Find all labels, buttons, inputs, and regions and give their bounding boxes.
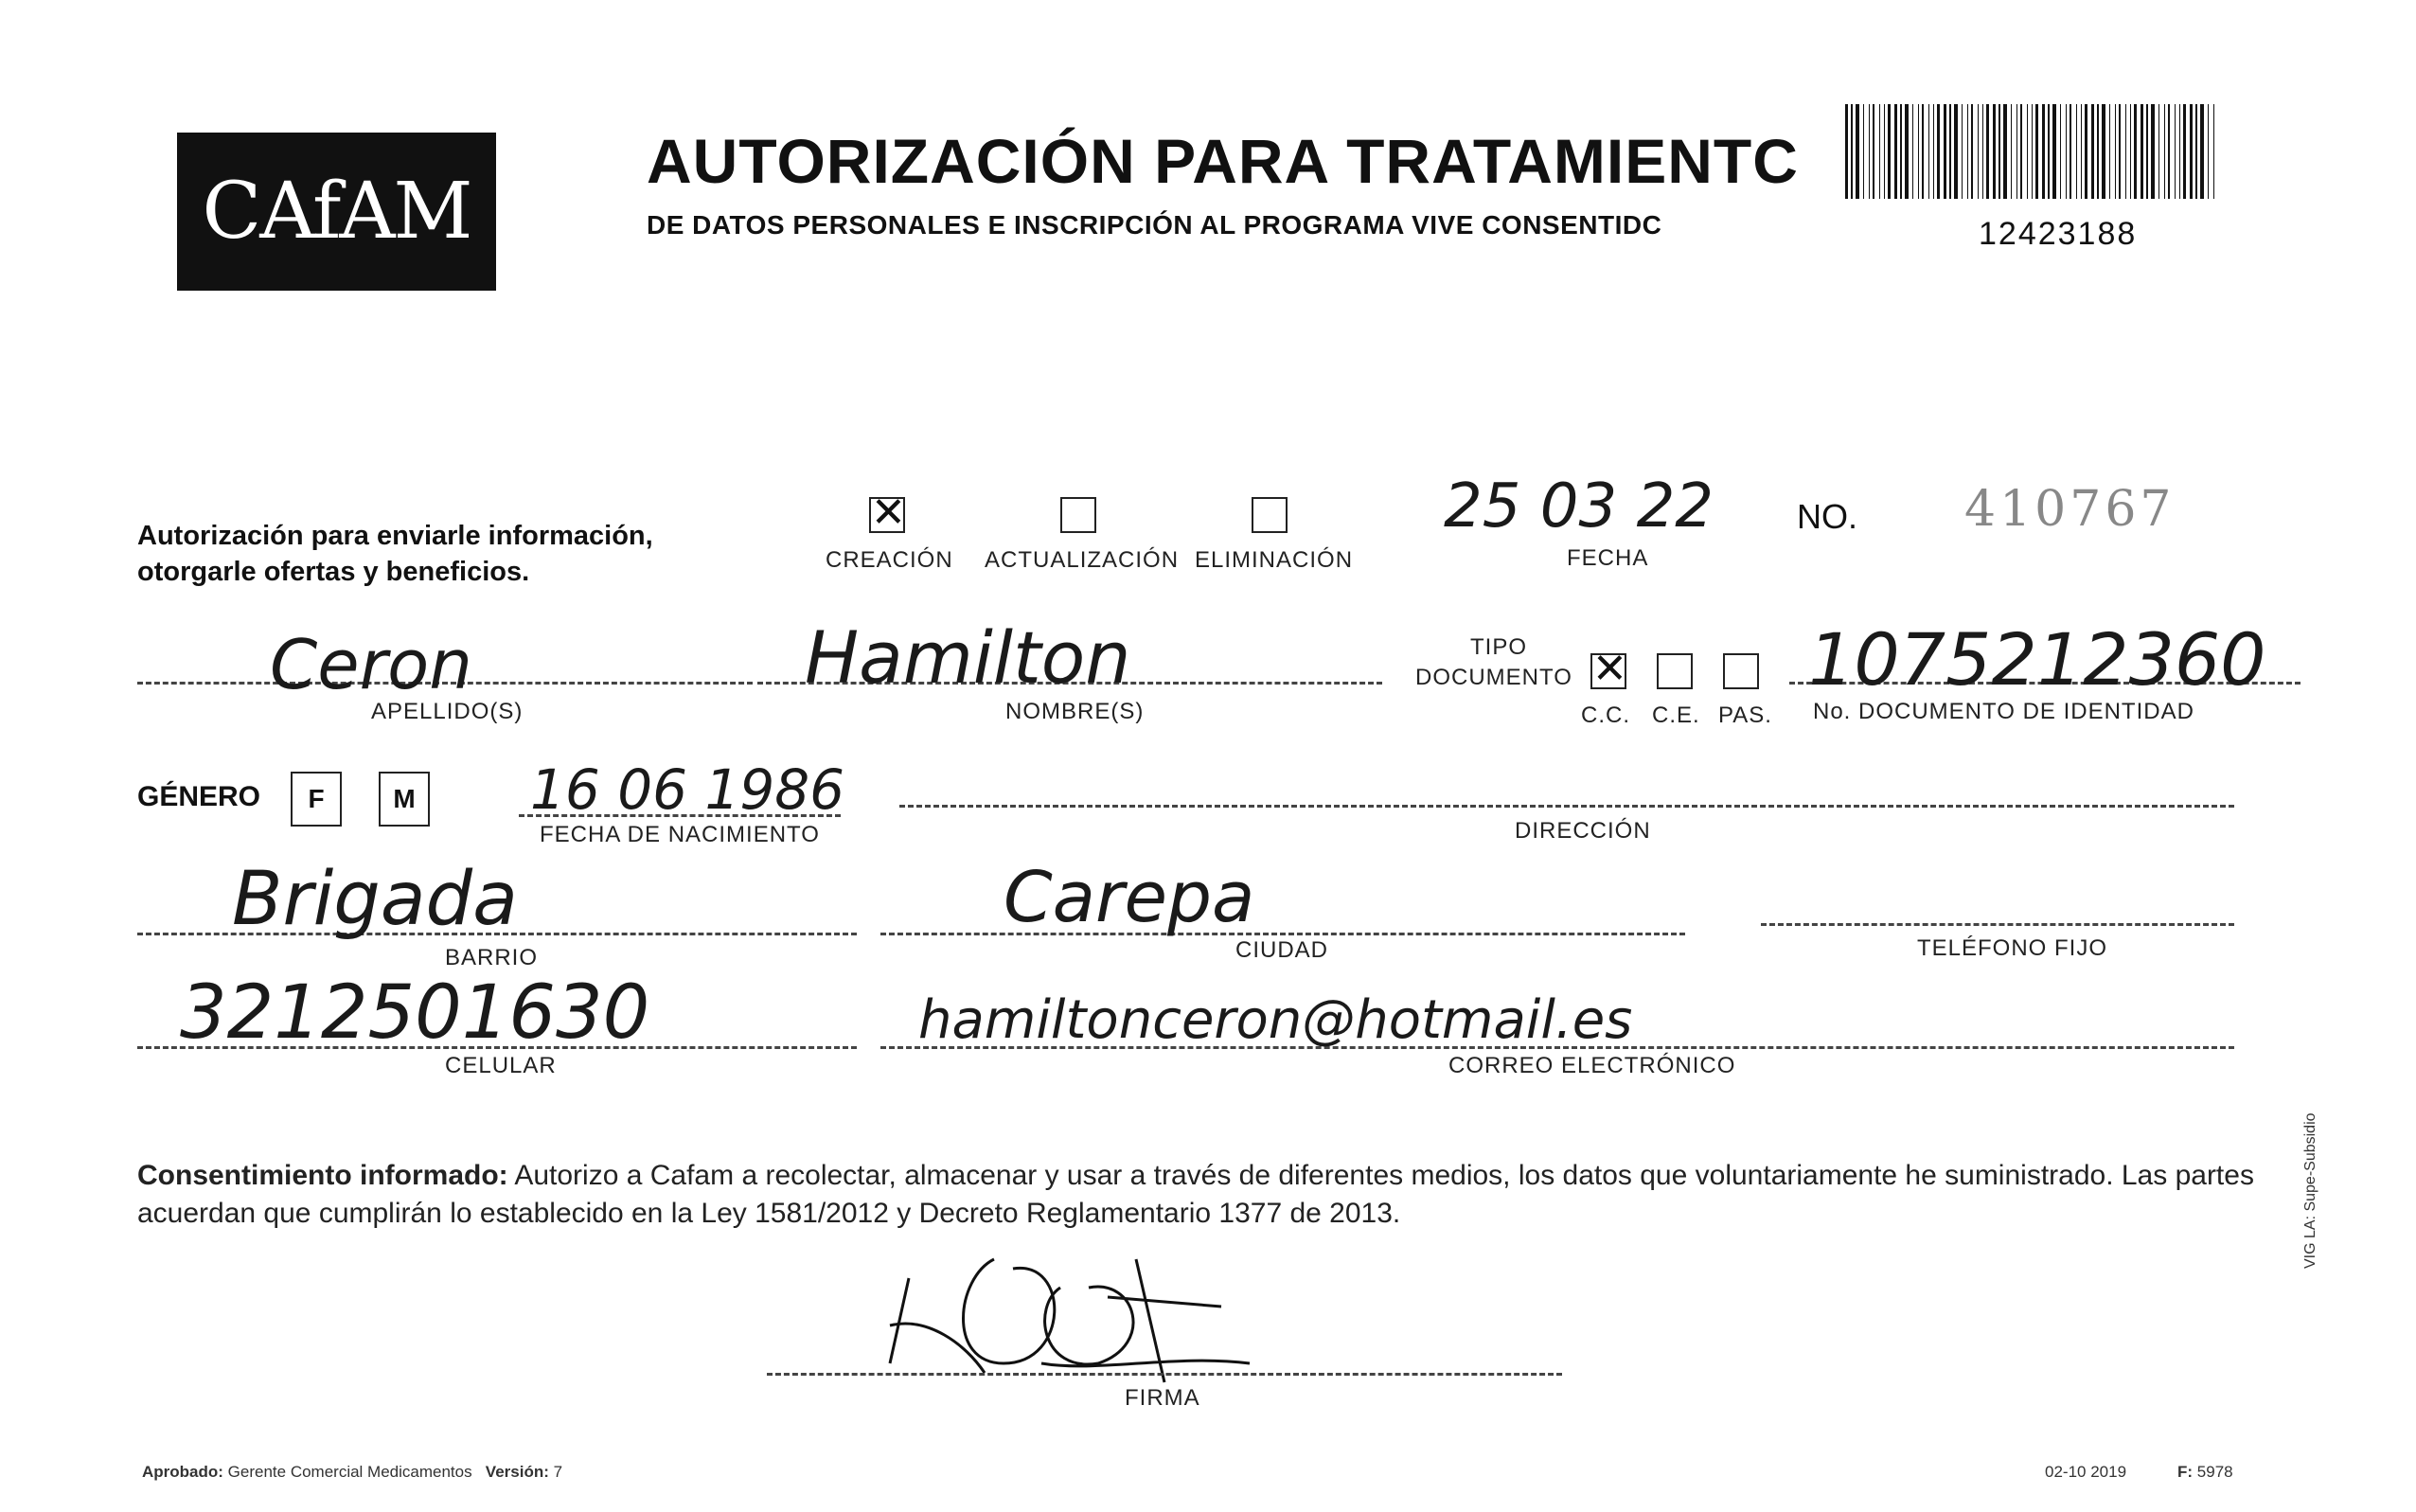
cc-check-mark: ✕ xyxy=(1592,645,1627,693)
barcode-icon xyxy=(1841,104,2220,199)
ciudad-line xyxy=(880,933,1685,935)
gender-m-box[interactable]: M xyxy=(379,772,430,827)
correo-label: CORREO ELECTRÓNICO xyxy=(1448,1053,1736,1078)
birth-date-line xyxy=(519,814,841,817)
version-label: Versión: xyxy=(485,1463,549,1481)
ce-label: C.E. xyxy=(1652,703,1700,728)
tipo-label: TIPO xyxy=(1470,634,1528,660)
authorization-label-line2: otorgarle ofertas y beneficios. xyxy=(137,557,530,587)
pas-label: PAS. xyxy=(1718,703,1772,728)
form-title: AUTORIZACIÓN PARA TRATAMIENTC xyxy=(647,126,1799,196)
firma-line[interactable] xyxy=(767,1373,1562,1376)
side-text: VIG LA: Supe-Subsidio xyxy=(2302,1112,2318,1269)
version-value: 7 xyxy=(553,1463,563,1481)
fecha-value[interactable]: 25 03 22 xyxy=(1444,471,1714,542)
actualizacion-checkbox[interactable] xyxy=(1060,497,1096,533)
aprobado-value: Gerente Comercial Medicamentos xyxy=(227,1463,472,1481)
consent-text: Autorizo a Cafam a recolectar, almacenar y usar a través de diferentes medios, los datos que voluntariamente he suministrado. Las partes acuerdan que cumplirán lo establecido en la Ley 1581/2012 y Decreto Reglamentario 1377 de 2013. xyxy=(137,1160,2254,1229)
authorization-label-line1: Autorización para enviarle información, xyxy=(137,521,653,551)
birth-date-value[interactable]: 16 06 1986 xyxy=(530,757,845,822)
creacion-label: CREACIÓN xyxy=(826,547,953,573)
barrio-value[interactable]: Brigada xyxy=(232,857,518,942)
doc-number-label: No. DOCUMENTO DE IDENTIDAD xyxy=(1813,699,2194,724)
ciudad-value[interactable]: Carepa xyxy=(1004,857,1255,938)
creacion-check-mark: ✕ xyxy=(871,489,906,537)
apellidos-value[interactable]: Ceron xyxy=(270,625,472,704)
barcode-number: 12423188 xyxy=(1979,216,2138,252)
ciudad-label: CIUDAD xyxy=(1235,937,1329,963)
no-value: 410767 xyxy=(1964,481,2176,538)
footer-approval xyxy=(142,1463,562,1482)
form-subtitle: DE DATOS PERSONALES E INSCRIPCIÓN AL PROGRAMA VIVE CONSENTIDC xyxy=(647,210,1662,240)
apellidos-label: APELLIDO(S) xyxy=(371,699,524,724)
firma-label: FIRMA xyxy=(1125,1385,1200,1411)
consent-heading: Consentimiento informado: xyxy=(137,1160,508,1191)
barrio-label: BARRIO xyxy=(445,945,539,970)
nombres-value[interactable]: Hamilton xyxy=(805,615,1131,700)
footer-date: 02-10 2019 xyxy=(2045,1463,2127,1481)
eliminacion-checkbox[interactable] xyxy=(1252,497,1288,533)
footer-form xyxy=(2177,1463,2233,1482)
fecha-label: FECHA xyxy=(1567,545,1649,571)
telefono-line[interactable] xyxy=(1761,923,2234,926)
aprobado-label: Aprobado: xyxy=(142,1463,223,1481)
telefono-label: TELÉFONO FIJO xyxy=(1917,935,2108,961)
celular-value[interactable]: 3212501630 xyxy=(180,970,650,1056)
genero-label: GÉNERO xyxy=(137,781,261,812)
eliminacion-label: ELIMINACIÓN xyxy=(1195,547,1354,573)
documento-label: DOCUMENTO xyxy=(1415,665,1572,690)
form-value: 5978 xyxy=(2196,1463,2233,1481)
actualizacion-label: ACTUALIZACIÓN xyxy=(985,547,1180,573)
pas-checkbox[interactable] xyxy=(1723,653,1759,689)
ce-checkbox[interactable] xyxy=(1657,653,1693,689)
doc-number-value[interactable]: 1075212360 xyxy=(1808,617,2266,702)
form-label: F: xyxy=(2177,1463,2194,1481)
nombres-label: NOMBRE(S) xyxy=(1005,699,1145,724)
logo-text: CAfAM xyxy=(202,167,471,257)
birth-date-label: FECHA DE NACIMIENTO xyxy=(540,822,820,847)
cafam-logo xyxy=(177,133,496,291)
no-label: NO. xyxy=(1797,497,1858,536)
cc-label: C.C. xyxy=(1581,703,1630,728)
direccion-label: DIRECCIÓN xyxy=(1515,818,1651,844)
correo-value[interactable]: hamiltonceron@hotmail.es xyxy=(918,989,1633,1051)
gender-f-box[interactable]: F xyxy=(291,772,342,827)
celular-label: CELULAR xyxy=(445,1053,557,1078)
direccion-line[interactable] xyxy=(899,805,2234,808)
